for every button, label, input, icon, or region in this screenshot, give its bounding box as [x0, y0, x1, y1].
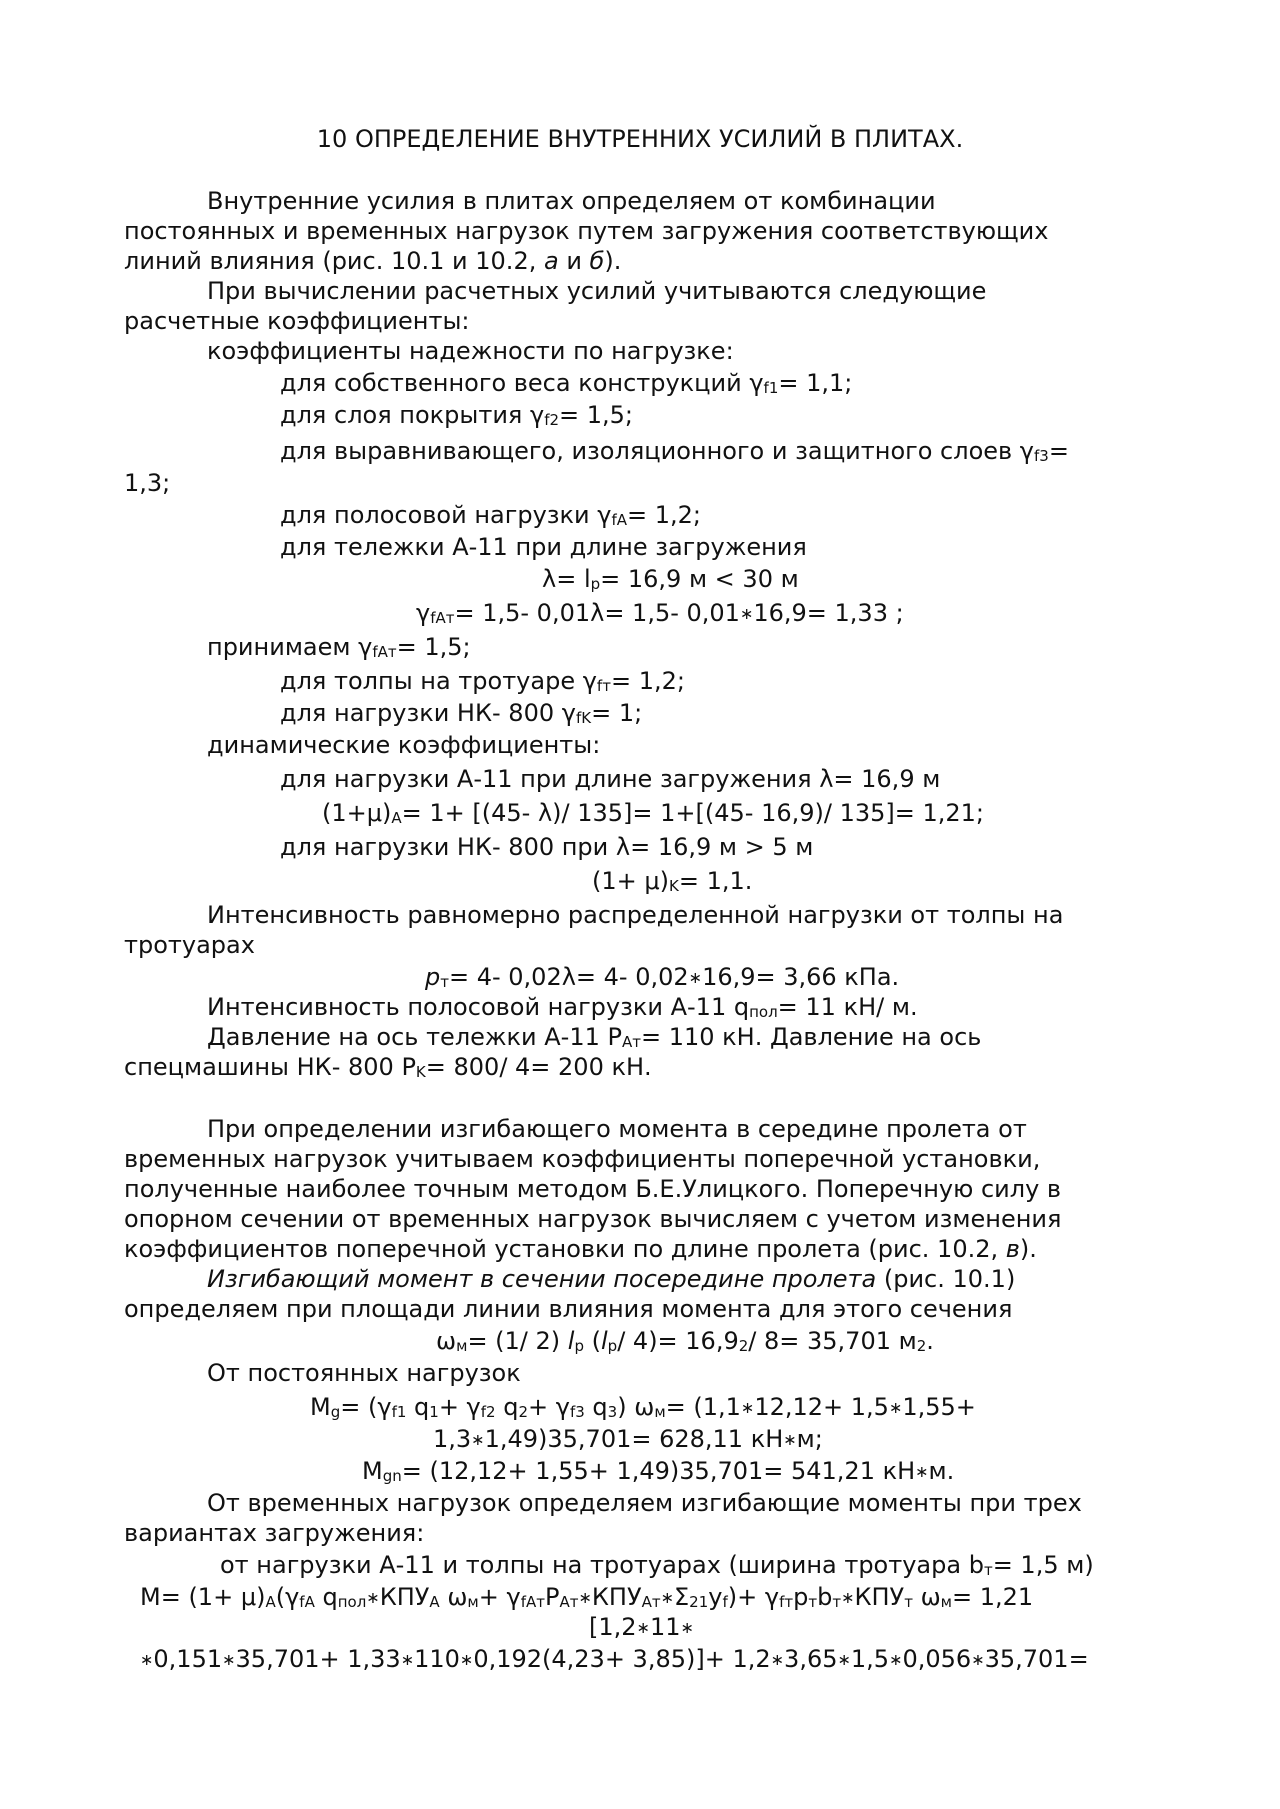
formula-line: 1,3∗1,49)35,701= 628,11 кН∗м;: [433, 1425, 823, 1453]
formula-line: от нагрузки А-11 и толпы на тротуарах (ширина тротуара bт= 1,5 м): [220, 1551, 1094, 1579]
paragraph-line: для тележки А-11 при длине загружения: [280, 533, 807, 561]
paragraph-line: расчетные коэффициенты:: [124, 307, 470, 335]
paragraph-line: коэффициенты надежности по нагрузке:: [207, 337, 734, 365]
formula-line: для нагрузки НК- 800 γfK= 1;: [280, 699, 643, 727]
paragraph-line: временных нагрузок учитываем коэффициенты поперечной установки,: [124, 1145, 1041, 1173]
formula-line: для выравнивающего, изоляционного и защитного слоев γf3=: [280, 437, 1069, 465]
formula-line: Давление на ось тележки А-11 РАт= 110 кН. Давление на ось: [207, 1023, 982, 1051]
paragraph-line: От постоянных нагрузок: [207, 1359, 521, 1387]
formula-line: для слоя покрытия γf2= 1,5;: [280, 401, 634, 429]
formula-line: γfAт= 1,5- 0,01λ= 1,5- 0,01∗16,9= 1,33 ;: [416, 599, 904, 627]
paragraph-line: Внутренние усилия в плитах определяем от комбинации: [207, 187, 936, 215]
paragraph-line: При определении изгибающего момента в середине пролета от: [207, 1115, 1027, 1143]
paragraph-line: постоянных и временных нагрузок путем загружения соответствующих: [124, 217, 1049, 245]
formula-line: принимаем γfAт= 1,5;: [207, 633, 471, 661]
formula-line: (1+μ)A= 1+ [(45- λ)/ 135]= 1+[(45- 16,9)/ 135]= 1,21;: [322, 799, 985, 827]
formula-line: Интенсивность полосовой нагрузки А-11 qпол= 11 кН/ м.: [207, 993, 918, 1021]
formula-line: ∗0,151∗35,701+ 1,33∗110∗0,192(4,23+ 3,85)]+ 1,2∗3,65∗1,5∗0,056∗35,701=: [140, 1645, 1089, 1673]
formula-line: для толпы на тротуаре γfт= 1,2;: [280, 667, 685, 695]
formula-line: pт= 4- 0,02λ= 4- 0,02∗16,9= 3,66 кПа.: [425, 963, 900, 991]
formula-line: Mgn= (12,12+ 1,55+ 1,49)35,701= 541,21 кН∗м.: [362, 1457, 955, 1485]
paragraph-line: тротуарах: [124, 931, 255, 959]
formula-line: (1+ μ)K= 1,1.: [592, 867, 753, 895]
formula-line: ωм= (1/ 2) lp (lp/ 4)= 16,92/ 8= 35,701 м2.: [436, 1327, 934, 1355]
formula-line: λ= lp= 16,9 м < 30 м: [542, 565, 799, 593]
paragraph-line: От временных нагрузок определяем изгибающие моменты при трех: [207, 1489, 1082, 1517]
formula-line: спецмашины НК- 800 РK= 800/ 4= 200 кН.: [124, 1053, 652, 1081]
formula-line: Mg= (γf1 q1+ γf2 q2+ γf3 q3) ωм= (1,1∗12,12+ 1,5∗1,55+: [310, 1393, 976, 1421]
formula-line: для собственного веса конструкций γf1= 1,1;: [280, 369, 853, 397]
paragraph-line: При вычислении расчетных усилий учитываются следующие: [207, 277, 987, 305]
paragraph-line: для нагрузки НК- 800 при λ= 16,9 м > 5 м: [280, 833, 814, 861]
paragraph-line: динамические коэффициенты:: [207, 731, 601, 759]
paragraph-line: Изгибающий момент в сечении посередине пролета (рис. 10.1): [207, 1265, 1016, 1293]
paragraph-line: для нагрузки А-11 при длине загружения λ= 16,9 м: [280, 765, 941, 793]
paragraph-line: полученные наиболее точным методом Б.Е.Улицкого. Поперечную силу в: [124, 1175, 1062, 1203]
paragraph-line: линий влияния (рис. 10.1 и 10.2, а и б).: [124, 247, 622, 275]
paragraph-line: Интенсивность равномерно распределенной нагрузки от толпы на: [207, 901, 1064, 929]
formula-line: M= (1+ μ)A(γfA qпол∗КПУA ωм+ γfAтPAт∗КПУAт∗Σ21yf)+ γfтpтbт∗КПУт ωм= 1,21: [140, 1583, 1034, 1611]
formula-line: для полосовой нагрузки γfA= 1,2;: [280, 501, 702, 529]
formula-line: 1,3;: [124, 469, 171, 497]
paragraph-line: вариантах загружения:: [124, 1519, 425, 1547]
section-title: 10 ОПРЕДЕЛЕНИЕ ВНУТРЕННИХ УСИЛИЙ В ПЛИТАХ.: [316, 125, 964, 153]
paragraph-line: определяем при площади линии влияния момента для этого сечения: [124, 1295, 1013, 1323]
formula-line: [1,2∗11∗: [589, 1613, 694, 1641]
paragraph-line: коэффициентов поперечной установки по длине пролета (рис. 10.2, в).: [124, 1235, 1037, 1263]
paragraph-line: опорном сечении от временных нагрузок вычисляем с учетом изменения: [124, 1205, 1062, 1233]
